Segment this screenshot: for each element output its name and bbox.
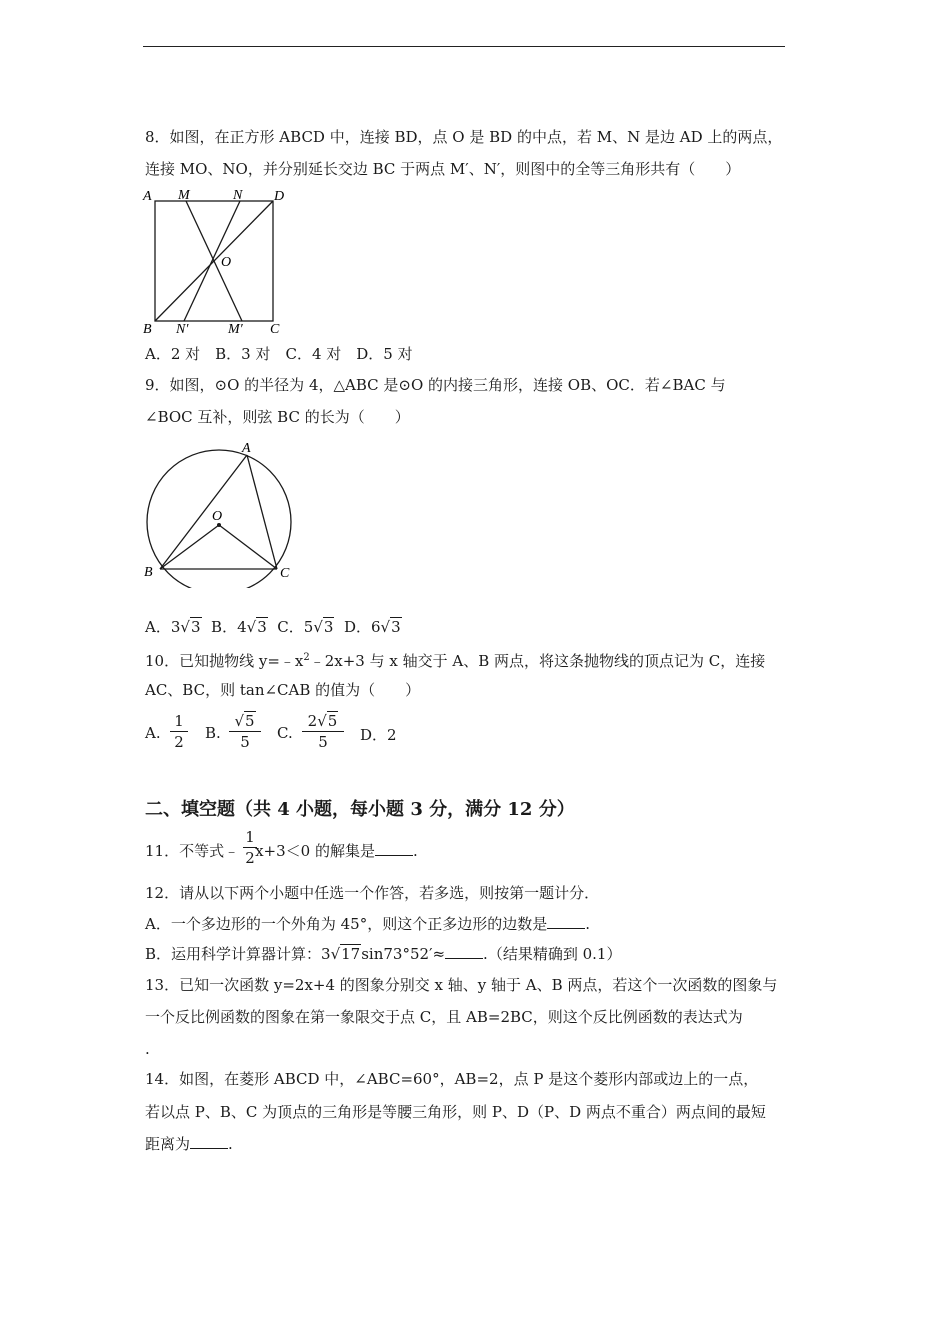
q10-option-c-label: C. [277, 724, 293, 742]
q8-square-figure [140, 184, 290, 339]
q8-label-m: M [178, 188, 190, 203]
q8-label-m-prime: M′ [228, 322, 243, 337]
q12-b: B．运用科学计算器计算：3√17sin73°52′≈ .（结果精确到 0.1） [145, 945, 622, 963]
q10-option-a-fraction: 1 2 [170, 712, 188, 751]
q8-line2: 连接 MO、NO，并分别延长交边 BC 于两点 M′、N′，则图中的全等三角形共有（ ） [145, 160, 741, 178]
q9-label-c: C [280, 566, 290, 581]
q11-line: 11．不等式﹣ x+3＜0 的解集是 . [145, 842, 418, 860]
q8-options: A．2 对 B．3 对 C．4 对 D．5 对 [145, 345, 413, 363]
q13-line3: . [145, 1040, 150, 1058]
q12-b-answer-blank[interactable] [445, 945, 483, 959]
q9-c-radicand: 3 [323, 618, 334, 636]
q14-answer-blank[interactable] [190, 1135, 228, 1149]
q8-label-d: D [274, 189, 285, 204]
q8-label-c: C [270, 322, 280, 337]
q10-option-a-label: A. [145, 724, 161, 742]
q8-label-a: A [143, 189, 152, 204]
q10-option-c-fraction: 2√5 5 [302, 712, 344, 751]
q12-a-answer-blank[interactable] [547, 915, 585, 929]
q8-line1: 8．如图，在正方形 ABCD 中，连接 BD，点 O 是 BD 的中点，若 M、N 是边 AD 上的两点， [145, 128, 783, 146]
q9-options: A．3√3 B．4√3 C．5√3 D．6√3 [145, 618, 401, 636]
q13-line2: 一个反比例函数的图象在第一象限交于点 C，且 AB=2BC，则这个反比例函数的表达式为 [145, 1008, 743, 1026]
q14-line2: 若以点 P、B、C 为顶点的三角形是等腰三角形，则 P、D（P、D 两点不重合）两点间的最短 [145, 1103, 766, 1121]
q9-b-radicand: 3 [257, 618, 267, 636]
section-2-title: 二、填空题（共 4 小题，每小题 3 分，满分 12 分） [145, 799, 575, 820]
q8-label-n: N [233, 188, 243, 203]
q8-label-b: B [143, 322, 152, 337]
q11-answer-blank[interactable] [375, 842, 413, 856]
q12-a: A．一个多边形的一个外角为 45°，则这个正多边形的边数是 . [145, 915, 590, 933]
q14-line3: 距离为 . [145, 1135, 233, 1153]
q10-line2: AC、BC，则 tan∠CAB 的值为（ ） [145, 681, 421, 699]
q10-option-b-label: B. [205, 724, 221, 742]
q10-option-b-fraction: √5 5 [229, 712, 261, 751]
q9-circle-figure [138, 438, 298, 588]
q9-label-b: B [144, 565, 153, 580]
q9-d-radicand: 3 [391, 618, 401, 636]
q10-option-d: D．2 [360, 726, 397, 744]
q9-line2: ∠BOC 互补，则弦 BC 的长为（ ） [145, 408, 410, 426]
q9-label-o: O [212, 509, 223, 524]
q8-label-o: O [221, 255, 232, 270]
q12-line1: 12．请从以下两个小题中任选一个作答，若多选，则按第一题计分． [145, 884, 600, 902]
q13-line1: 13．已知一次函数 y=2x+4 的图象分别交 x 轴、y 轴于 A、B 两点，若这个一次函数的图象与 [145, 976, 778, 994]
q10-line1: 10．已知抛物线 $y=﹣x^2﹣2x+3$ 与 x 轴交于 A、B 两点，将这条抛物线的顶点记为 C，连接 [145, 652, 766, 670]
header-rule [143, 46, 785, 47]
q9-a-radicand: 3 [190, 618, 201, 636]
q9-label-a: A [242, 441, 251, 456]
q9-line1: 9．如图，⊙O 的半径为 4，△ABC 是⊙O 的内接三角形，连接 OB、OC．若∠BAC 与 [145, 376, 726, 394]
q14-line1: 14．如图，在菱形 ABCD 中，∠ABC=60°，AB=2，点 P 是这个菱形内部或边上的一点， [145, 1070, 759, 1088]
q8-label-n-prime: N′ [176, 322, 189, 337]
q11-fraction: 1 2 [243, 828, 257, 867]
